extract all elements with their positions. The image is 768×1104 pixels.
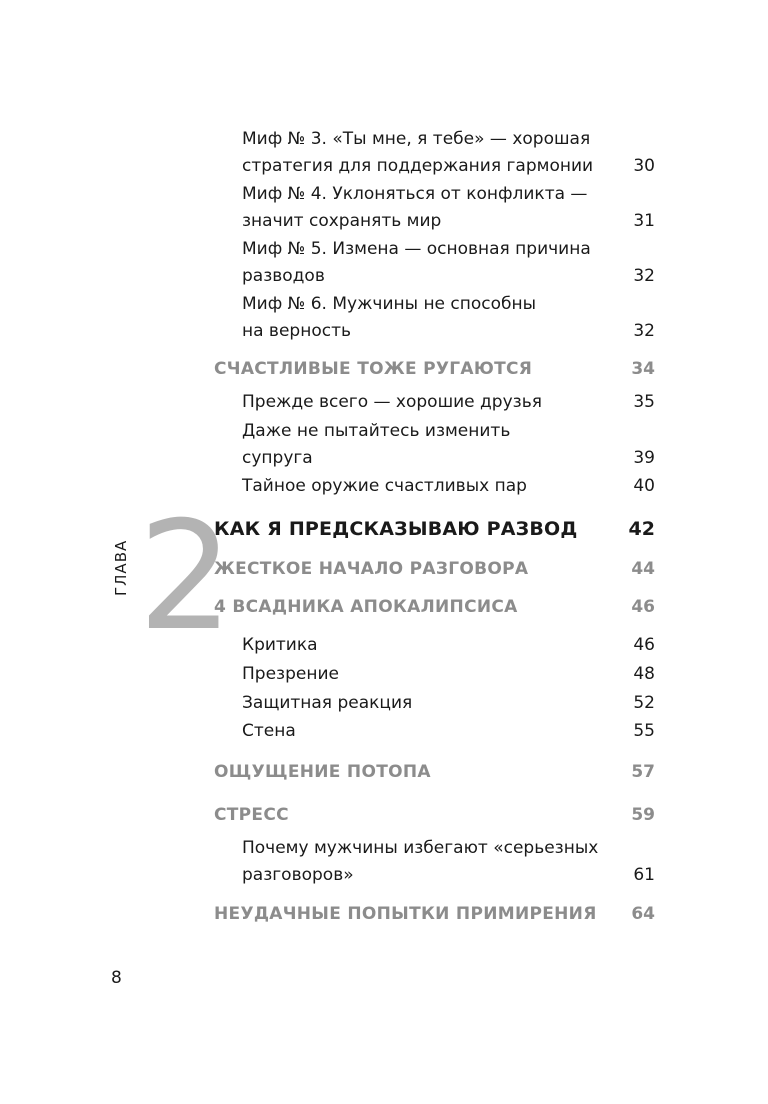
entry-line: на верность [242, 321, 351, 341]
page-ref: 40 [633, 476, 655, 496]
page-ref: 46 [631, 597, 655, 617]
entry-text [242, 835, 622, 889]
page-ref: 35 [633, 392, 655, 412]
entry-text [242, 236, 622, 290]
chapter-number: 2 [138, 490, 234, 664]
page-ref: 55 [633, 721, 655, 741]
page-ref: 48 [633, 664, 655, 684]
entry-text: Тайное оружие счастливых пар [242, 476, 527, 496]
chapter-word: ГЛАВА [112, 539, 130, 596]
page-ref: 46 [633, 635, 655, 655]
entry-line: Миф № 5. Измена — основная причина [242, 239, 591, 259]
entry-line: Почему мужчины избегают «серьезных [242, 838, 599, 858]
section-title: ЖЕСТКОЕ НАЧАЛО РАЗГОВОРА [214, 559, 529, 579]
page-ref: 64 [631, 904, 655, 924]
page-number: 8 [111, 968, 122, 988]
entry-text [242, 291, 622, 345]
chapter-title: КАК Я ПРЕДСКАЗЫВАЮ РАЗВОД [214, 518, 578, 540]
section-title: СЧАСТЛИВЫЕ ТОЖЕ РУГАЮТСЯ [214, 359, 533, 379]
entry-line: разговоров» [242, 865, 354, 885]
section-title: ОЩУЩЕНИЕ ПОТОПА [214, 762, 431, 782]
entry-text [242, 181, 622, 235]
entry-line: Миф № 3. «Ты мне, я тебе» — хорошая [242, 129, 591, 149]
page-ref: 57 [631, 762, 655, 782]
page-ref: 39 [633, 448, 655, 468]
entry-line: Даже не пытайтесь изменить [242, 421, 511, 441]
section-title: СТРЕСС [214, 805, 289, 825]
entry-text: Прежде всего — хорошие друзья [242, 392, 542, 412]
entry-line: значит сохранять мир [242, 211, 442, 231]
section-title: НЕУДАЧНЫЕ ПОПЫТКИ ПРИМИРЕНИЯ [214, 904, 597, 924]
section-title: 4 ВСАДНИКА АПОКАЛИПСИСА [214, 597, 518, 617]
entry-text: Стена [242, 721, 296, 741]
page-ref: 42 [628, 518, 655, 540]
page-ref: 59 [631, 805, 655, 825]
page-ref: 31 [633, 211, 655, 231]
entry-text [242, 418, 622, 472]
entry-line: супруга [242, 448, 313, 468]
entry-text: Защитная реакция [242, 693, 413, 713]
page-ref: 32 [633, 321, 655, 341]
page-ref: 30 [633, 156, 655, 176]
page-ref: 34 [631, 359, 655, 379]
entry-line: Миф № 4. Уклоняться от конфликта — [242, 184, 588, 204]
entry-text: Критика [242, 635, 318, 655]
entry-line: Миф № 6. Мужчины не способны [242, 294, 537, 314]
page-ref: 52 [633, 693, 655, 713]
page-ref: 44 [631, 559, 655, 579]
entry-text: Презрение [242, 664, 339, 684]
page-ref: 61 [633, 865, 655, 885]
entry-text [242, 126, 622, 180]
entry-line: разводов [242, 266, 325, 286]
page-ref: 32 [633, 266, 655, 286]
entry-line: стратегия для поддержания гармонии [242, 156, 594, 176]
